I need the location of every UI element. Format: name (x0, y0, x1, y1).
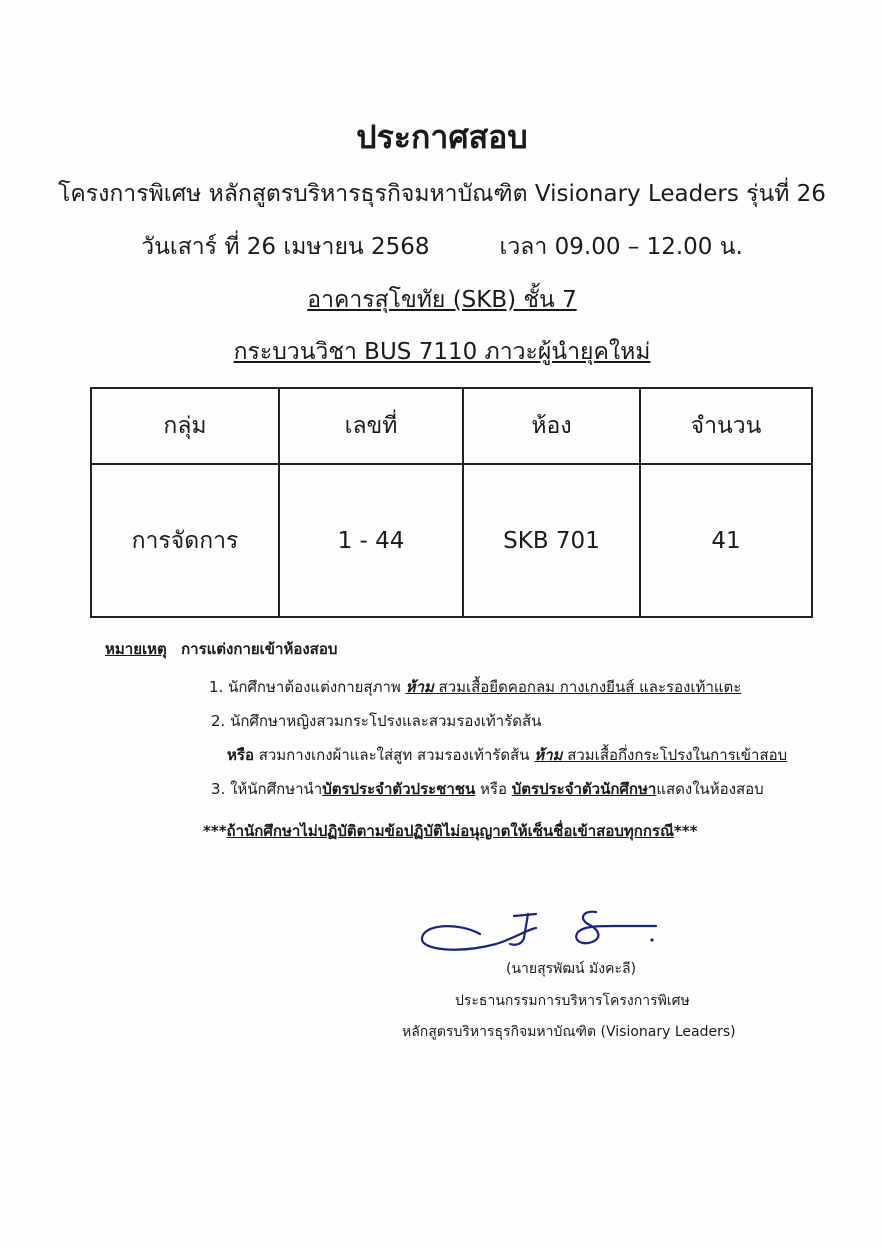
note-2b-or: หรือ (227, 746, 254, 764)
note-item-1 (209, 678, 741, 696)
signer-program: หลักสูตรบริหารธุรกิจมหาบัณฑิต (Visionary Leaders) (402, 1024, 736, 1040)
exam-date: วันเสาร์ ที่ 26 เมษายน 2568 (141, 234, 430, 260)
header-room: ห้อง (463, 388, 640, 464)
exam-subject: กระบวนวิชา BUS 7110 ภาวะผู้นำยุคใหม่ (233, 339, 651, 365)
note-1-rest: สวมเสื้อยืดคอกลม กางเกงยีนส์ และรองเท้าแตะ (433, 678, 742, 696)
table-row (91, 464, 812, 617)
cell-seat-range: 1 - 44 (279, 464, 463, 617)
note-item-2b (227, 746, 787, 764)
note-1-ban: ห้าม (405, 678, 434, 696)
exam-time: เวลา 09.00 – 12.00 น. (499, 234, 743, 260)
note-2b-ban: ห้าม (534, 746, 563, 764)
cell-count: 41 (640, 464, 812, 617)
header-seat-number: เลขที่ (279, 388, 463, 464)
note-3-id-card: บัตรประจำตัวประชาชน (322, 780, 476, 798)
exam-table (90, 387, 813, 618)
table-header-row (91, 388, 812, 464)
program-line: โครงการพิเศษ หลักสูตรบริหารธุรกิจมหาบัณฑิต Visionary Leaders รุ่นที่ 26 (58, 181, 826, 207)
warning-stars-left: *** (203, 822, 227, 840)
note-3-suffix: แสดงในห้องสอบ (656, 780, 764, 798)
page-title: ประกาศสอบ (356, 118, 528, 156)
notes-label: หมายเหตุ (105, 640, 167, 658)
header-group: กลุ่ม (91, 388, 279, 464)
header-count: จำนวน (640, 388, 812, 464)
warning-stars-right: *** (673, 822, 698, 840)
signer-name: (นายสุรพัฒน์ มังคะลี) (506, 961, 637, 977)
note-item-2: 2. นักศึกษาหญิงสวมกระโปรงและสวมรองเท้ารัดส้น (211, 712, 542, 730)
note-3-student-card: บัตรประจำตัวนักศึกษา (511, 780, 657, 798)
note-3-or: หรือ (475, 780, 512, 798)
cell-group: การจัดการ (91, 464, 279, 617)
note-1-text: 1. นักศึกษาต้องแต่งกายสุภาพ (209, 678, 406, 696)
notes-heading: การแต่งกายเข้าห้องสอบ (181, 640, 338, 658)
note-2b-text: สวมกางเกงผ้าและใส่สูท สวมรองเท้ารัดส้น (253, 746, 535, 764)
date-time-line (0, 229, 884, 265)
warning-line (203, 822, 697, 840)
note-item-3 (211, 780, 764, 798)
notes-heading-line (105, 640, 337, 658)
signer-position: ประธานกรรมการบริหารโครงการพิเศษ (455, 993, 690, 1009)
cell-room: SKB 701 (463, 464, 640, 617)
warning-text: ถ้านักศึกษาไม่ปฏิบัติตามข้อปฏิบัติไม่อนุญาตให้เซ็นชื่อเข้าสอบทุกกรณี (226, 822, 674, 840)
signature-image (418, 904, 668, 964)
note-2b-rest: สวมเสื้อกึ่งกระโปรงในการเข้าสอบ (562, 746, 788, 764)
note-3-prefix: 3. ให้นักศึกษานำ (211, 780, 323, 798)
exam-building: อาคารสุโขทัย (SKB) ชั้น 7 (307, 287, 577, 313)
